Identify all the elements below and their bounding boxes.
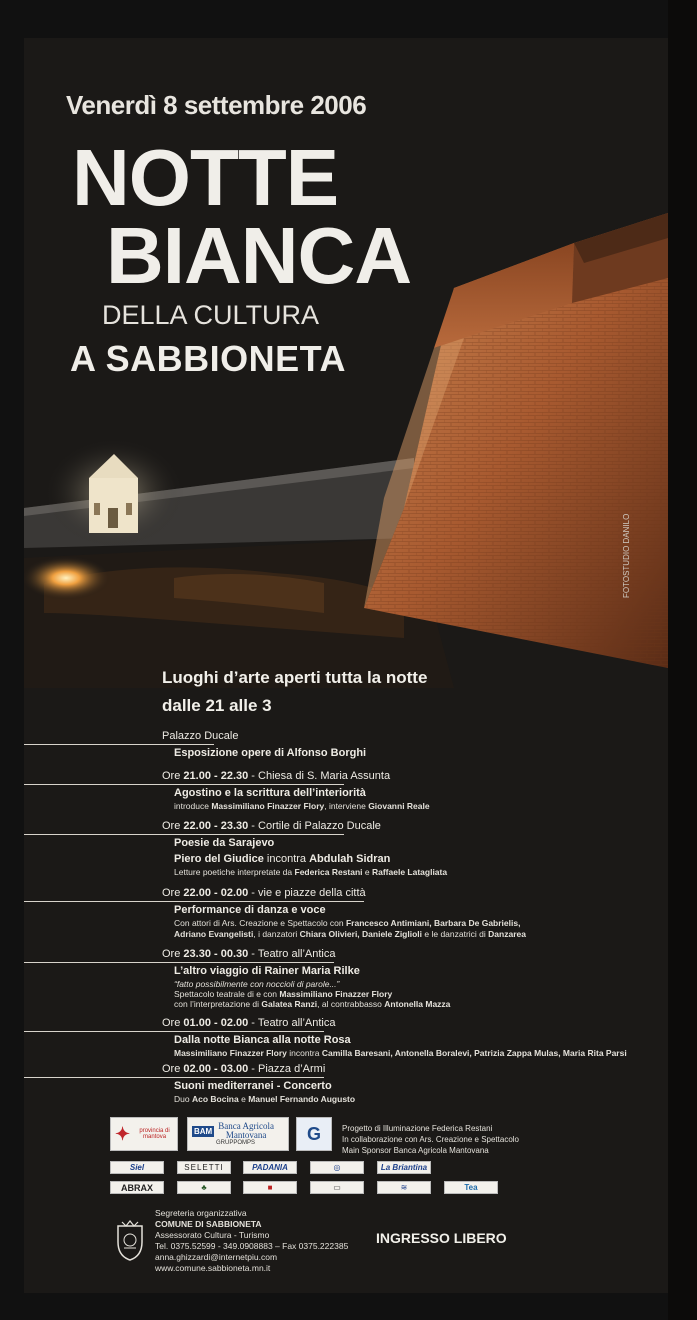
- seletti-logo: SELETTI: [177, 1161, 231, 1174]
- poster: [24, 38, 668, 1293]
- event-detail: Letture poetiche interpretate da Federica Restani e Raffaele Latagliata: [174, 867, 448, 877]
- event-date: Venerdì 8 settembre 2006: [66, 90, 367, 120]
- padania-logo: PADANIA: [243, 1161, 297, 1174]
- banca-agricola-mantovana-logo: BAM Banca Agricola Mantovana GRUPPOMPS: [187, 1117, 289, 1151]
- event-venue-time: Ore 22.00 - 02.00 - vie e piazze della città: [162, 887, 366, 899]
- event-venue-time: Palazzo Ducale: [162, 730, 239, 742]
- event-title: Esposizione opere di Alfonso Borghi: [174, 747, 367, 759]
- divider-line: [24, 834, 344, 835]
- credits-main-sponsor: Main Sponsor Banca Agricola Mantovana: [342, 1146, 489, 1155]
- event-title: Suoni mediterranei - Concerto: [174, 1080, 332, 1092]
- event-detail: Spettacolo teatrale di e con Massimiliano Finazzer Flory: [174, 989, 393, 999]
- event-detail: Massimiliano Finazzer Flory incontra Camilla Baresani, Antonella Boralevi, Patrizia Zappa Mulas, Maria Rita Parsi: [174, 1048, 627, 1058]
- la-briantina-logo: La Briantina: [377, 1161, 431, 1174]
- sponsor-logo: ◎: [310, 1161, 364, 1174]
- footer-assessorato: Assessorato Cultura - Turismo: [155, 1230, 270, 1240]
- intro-line-1: Luoghi d’arte aperti tutta la notte: [162, 668, 428, 687]
- footer-email: anna.ghizzardi@internetpiu.com: [155, 1252, 278, 1262]
- title-place: A SABBIONETA: [70, 338, 346, 379]
- abrax-logo: ABRAX: [110, 1181, 164, 1194]
- event-venue-time: Ore 01.00 - 02.00 - Teatro all’Antica: [162, 1017, 336, 1029]
- event-title: Dalla notte Bianca alla notte Rosa: [174, 1034, 351, 1046]
- footer-secretariat: Segreteria organizzativa: [155, 1208, 247, 1218]
- divider-line: [24, 1031, 324, 1032]
- ingresso-libero: INGRESSO LIBERO: [376, 1230, 507, 1246]
- event-title: Performance di danza e voce: [174, 904, 326, 916]
- event-title: L’altro viaggio di Rainer Maria Rilke: [174, 965, 360, 977]
- credits-collaboration: In collaborazione con Ars. Creazione e Spettacolo: [342, 1135, 519, 1144]
- poster-edge: [668, 0, 697, 1320]
- divider-line: [24, 901, 364, 902]
- title-notte: NOTTE: [72, 133, 339, 222]
- event-detail: Adriano Evangelisti, i danzatori Chiara Olivieri, Daniele Ziglioli e le danzatrici di Danzarea: [174, 929, 526, 939]
- divider-line: [24, 1077, 324, 1078]
- event-detail: con l’interpretazione di Galatea Ranzi, al contrabbasso Antonella Mazza: [174, 999, 451, 1009]
- title-bianca: BIANCA: [106, 211, 412, 300]
- event-title: Agostino e la scrittura dell’interiorità: [174, 787, 366, 799]
- subtitle-della-cultura: DELLA CULTURA: [102, 300, 320, 330]
- provincia-mantova-logo: ✦ provincia di mantova: [110, 1117, 178, 1151]
- event-detail: Duo Aco Bocina e Manuel Fernando Augusto: [174, 1094, 356, 1104]
- sabbioneta-coat-of-arms-icon: [112, 1220, 148, 1262]
- event-subtitle: Piero del Giudice incontra Abdulah Sidran: [174, 853, 391, 865]
- event-detail: introduce Massimiliano Finazzer Flory, interviene Giovanni Reale: [174, 801, 430, 811]
- sponsor-logo: G: [296, 1117, 332, 1151]
- tea-logo: Tea: [444, 1181, 498, 1194]
- footer-website: www.comune.sabbioneta.mn.it: [155, 1263, 271, 1273]
- credits-lighting: Progetto di Illuminazione Federica Restani: [342, 1124, 493, 1133]
- sponsor-logo: ≋: [377, 1181, 431, 1194]
- divider-line: [24, 744, 214, 745]
- siel-logo: Siel: [110, 1161, 164, 1174]
- event-venue-time: Ore 22.00 - 23.30 - Cortile di Palazzo Ducale: [162, 820, 381, 832]
- footer-comune: COMUNE DI SABBIONETA: [155, 1219, 262, 1229]
- sponsor-logo: ■: [243, 1181, 297, 1194]
- event-quote: “fatto possibilmente con noccioli di parole...”: [174, 979, 340, 989]
- event-venue-time: Ore 23.30 - 00.30 - Teatro all’Antica: [162, 948, 336, 960]
- event-title: Poesie da Sarajevo: [174, 837, 275, 849]
- divider-line: [24, 784, 344, 785]
- event-detail: Con attori di Ars. Creazione e Spettacolo con Francesco Antimiani, Barbara De Gabrielis,: [174, 918, 521, 928]
- sponsor-logo: ♣: [177, 1181, 231, 1194]
- intro-line-2: dalle 21 alle 3: [162, 696, 272, 715]
- event-venue-time: Ore 21.00 - 22.30 - Chiesa di S. Maria Assunta: [162, 770, 391, 782]
- photo-credit: FOTOSTUDIO DANILO: [622, 513, 631, 598]
- footer-phone: Tel. 0375.52599 - 349.0908883 – Fax 0375.222385: [155, 1241, 349, 1251]
- event-venue-time: Ore 02.00 - 03.00 - Piazza d’Armi: [162, 1063, 326, 1075]
- divider-line: [24, 962, 334, 963]
- sponsor-logo: ▭: [310, 1181, 364, 1194]
